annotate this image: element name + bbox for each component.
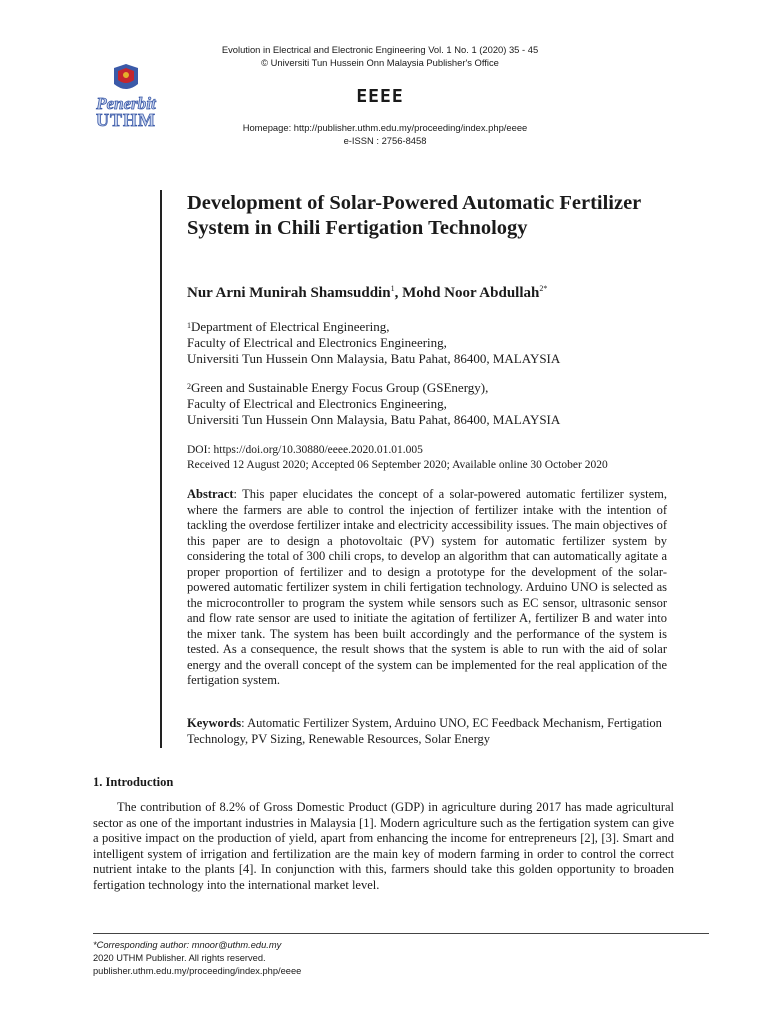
title-block-rule [160, 190, 162, 748]
issn: e-ISSN : 2756-8458 [343, 135, 427, 146]
affiliation-1-mark: 1 [187, 321, 191, 330]
article-dates: Received 12 August 2020; Accepted 06 September 2020; Available online 30 October 2020 [187, 459, 608, 471]
journal-homepage-block [150, 121, 620, 147]
journal-citation: Evolution in Electrical and Electronic Engineering Vol. 1 No. 1 (2020) 35 - 45 [221, 44, 539, 55]
affiliation-2-line-2: Faculty of Electrical and Electronics Engineering, [187, 396, 447, 411]
affiliation-2-line-1: Green and Sustainable Energy Focus Group (GSEnergy), [191, 380, 489, 395]
introduction-paragraph: The contribution of 8.2% of Gross Domestic Product (GDP) in agriculture during 2017 has made agricultural sector as one of the important industries in Malaysia [1]. Modern agriculture such as the fertigation system can give a positive impact on the production of yield, apart from enhancing the income for entrepreneurs [2], [3]. Smart and intelligent system of irrigation and fertilization are the main key of modern farming in order to control the correct nutrient intake to the plants [4]. In conjunction with this, farmers should take this golden opportunity to broaden fertigation technology into the international market level. [93, 800, 674, 892]
affiliation-1-line-2: Faculty of Electrical and Electronics Engineering, [187, 335, 447, 350]
affiliation-2-mark: 2 [187, 382, 191, 391]
author-list [187, 285, 547, 302]
keywords-text: : Automatic Fertilizer System, Arduino UNO, EC Feedback Mechanism, Fertigation Technology, PV Sizing, Renewable Resources, Solar Energy [187, 716, 662, 746]
page-footer [93, 939, 301, 978]
section-heading-introduction: 1. Introduction [93, 775, 174, 789]
affiliation-2 [187, 380, 667, 428]
logo-text-penerbit: Penerbit [96, 94, 156, 113]
affiliation-1 [187, 319, 667, 367]
crest-icon [114, 64, 138, 89]
footer-rule [93, 933, 709, 934]
abstract [187, 487, 667, 689]
journal-abbreviation: EEEE [356, 86, 404, 107]
affiliation-1-line-1: Department of Electrical Engineering, [191, 319, 390, 334]
footer-url[interactable]: publisher.uthm.edu.my/proceeding/index.php/eeee [93, 966, 302, 976]
abstract-text: : This paper elucidates the concept of a solar-powered automatic fertilizer system, where the farmers are able to control the injection of fertilizer intake with the intention of tackling the overdose fertilizer intake and electricity accessibility issues. The main objectives of this paper are to design a photovoltaic (PV) system for automatic fertilizer system by considering the total of 300 chili crops, to develop an algorithm that can automatically agitate a proper proportion of fertilizer and to design a prototype for the development of the solar-powered automatic fertilizer system in chili fertigation technology. Arduino UNO is selected as the microcontroller to program the system while sensors such as EC sensor, ultrasonic sensor and flow rate sensor are used to initiate the agitation of fertilizer A, fertilizer B and water into the mixer tank. The system has been built accordingly and the performance of the system is tested. As a consequence, the result shows that the system is able to run with the aid of solar energy and the overall concept of the system can be implemented for the real application of the fertigation system. [187, 487, 667, 687]
affiliation-2-line-3: Universiti Tun Hussein Onn Malaysia, Batu Pahat, 86400, MALAYSIA [187, 412, 561, 427]
author-1-affiliation-mark: 1 [390, 284, 395, 293]
author-1: Nur Arni Munirah Shamsuddin [187, 285, 391, 301]
keywords-label: Keywords [187, 716, 242, 730]
logo-text-uthm: UTHM [96, 110, 156, 130]
journal-header [140, 43, 620, 69]
abstract-label: Abstract [187, 487, 234, 501]
article-title: Development of Solar-Powered Automatic Fertilizer System in Chili Fertigation Technology [187, 192, 641, 239]
corresponding-author: *Corresponding author: mnoor@uthm.edu.my [93, 940, 282, 950]
copyright-line: © Universiti Tun Hussein Onn Malaysia Publisher's Office [261, 57, 499, 68]
doi-link[interactable]: DOI: https://doi.org/10.30880/eeee.2020.01.01.005 [187, 444, 423, 456]
author-2: Mohd Noor Abdullah [402, 285, 540, 301]
author-separator: , [394, 285, 403, 301]
homepage-link[interactable]: Homepage: http://publisher.uthm.edu.my/proceeding/index.php/eeee [242, 122, 528, 133]
publication-info [187, 443, 677, 473]
affiliation-1-line-3: Universiti Tun Hussein Onn Malaysia, Batu Pahat, 86400, MALAYSIA [187, 351, 561, 366]
rights-notice: 2020 UTHM Publisher. All rights reserved. [93, 953, 266, 963]
author-2-affiliation-mark: 2* [539, 284, 548, 293]
keywords [187, 716, 667, 747]
